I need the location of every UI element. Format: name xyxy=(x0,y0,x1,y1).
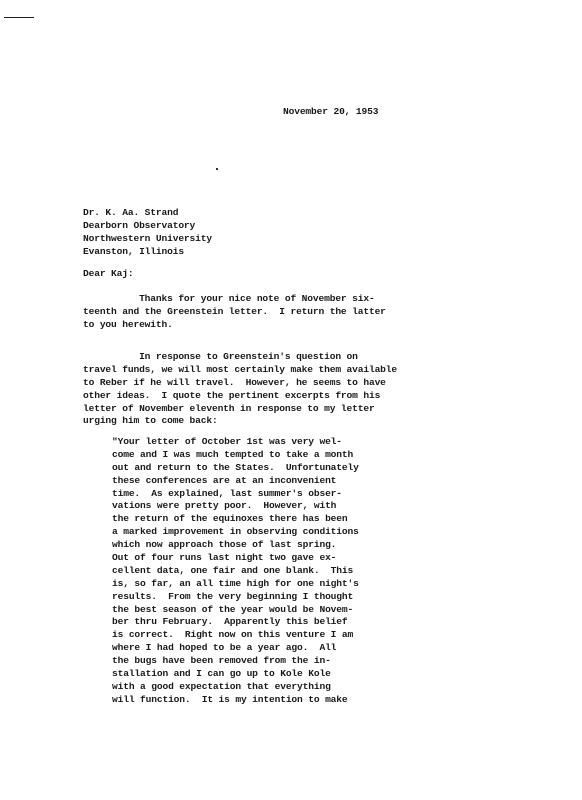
paragraph-line: travel funds, we will most certainly make them available xyxy=(83,363,398,375)
paragraph-line: urging him to come back: xyxy=(83,415,218,427)
address-line: Dearborn Observatory xyxy=(83,219,196,231)
paragraph-line: In response to Greenstein's question on xyxy=(83,351,358,362)
quote-line: ber thru February. Apparently this belief xyxy=(112,616,348,628)
address-line: Northwestern University xyxy=(83,232,212,244)
paragraph-1 xyxy=(83,293,386,332)
quote-line: is correct. Right now on this venture I am xyxy=(112,629,354,641)
quote-line: results. From the very beginning I thought xyxy=(112,590,354,602)
address-line: Dr. K. Aa. Strand xyxy=(83,207,179,218)
quote-line: will function. It is my intention to make xyxy=(112,693,348,705)
quoted-excerpt xyxy=(112,436,359,707)
quote-line: the best season of the year would be Novem- xyxy=(112,603,354,615)
quote-line: with a good expectation that everything xyxy=(112,680,331,692)
paragraph-2 xyxy=(83,351,397,428)
recipient-address xyxy=(83,207,212,259)
quote-line: where I had hoped to be a year ago. All xyxy=(112,642,337,654)
quote-line: a marked improvement in observing conditions xyxy=(112,526,359,538)
corner-mark xyxy=(4,17,34,18)
letter-date: November 20, 1953 xyxy=(283,106,379,117)
quote-line: come and I was much tempted to take a month xyxy=(112,448,354,460)
paragraph-line: letter of November eleventh in response to my letter xyxy=(83,402,375,414)
quote-line: "Your letter of October 1st was very wel- xyxy=(112,436,342,447)
paragraph-line: other ideas. I quote the pertinent excerpts from his xyxy=(83,389,381,401)
quote-line: time. As explained, last summer's obser- xyxy=(112,487,342,499)
quote-line: vations were pretty poor. However, with xyxy=(112,500,337,512)
paragraph-line: to you herewith. xyxy=(83,318,173,330)
quote-line: out and return to the States. Unfortunately xyxy=(112,461,359,473)
paragraph-line: teenth and the Greenstein letter. I return the latter xyxy=(83,305,386,317)
quote-line: the bugs have been removed from the in- xyxy=(112,655,331,667)
quote-line: stallation and I can go up to Kole Kole xyxy=(112,668,331,680)
salutation: Dear Kaj: xyxy=(83,268,134,279)
quote-line: which now approach those of last spring. xyxy=(112,539,337,551)
quote-line: these conferences are at an inconvenient xyxy=(112,474,337,486)
quote-line: cellent data, one fair and one blank. This xyxy=(112,564,354,576)
paragraph-line: Thanks for your nice note of November six- xyxy=(83,293,375,304)
address-line: Evanston, Illinois xyxy=(83,245,184,257)
quote-line: the return of the equinoxes there has been xyxy=(112,513,348,525)
quote-line: Out of four runs last night two gave ex- xyxy=(112,552,337,564)
paragraph-line: to Reber if he will travel. However, he seems to have xyxy=(83,376,386,388)
stray-mark xyxy=(216,168,218,170)
quote-line: is, so far, an all time high for one night's xyxy=(112,577,359,589)
